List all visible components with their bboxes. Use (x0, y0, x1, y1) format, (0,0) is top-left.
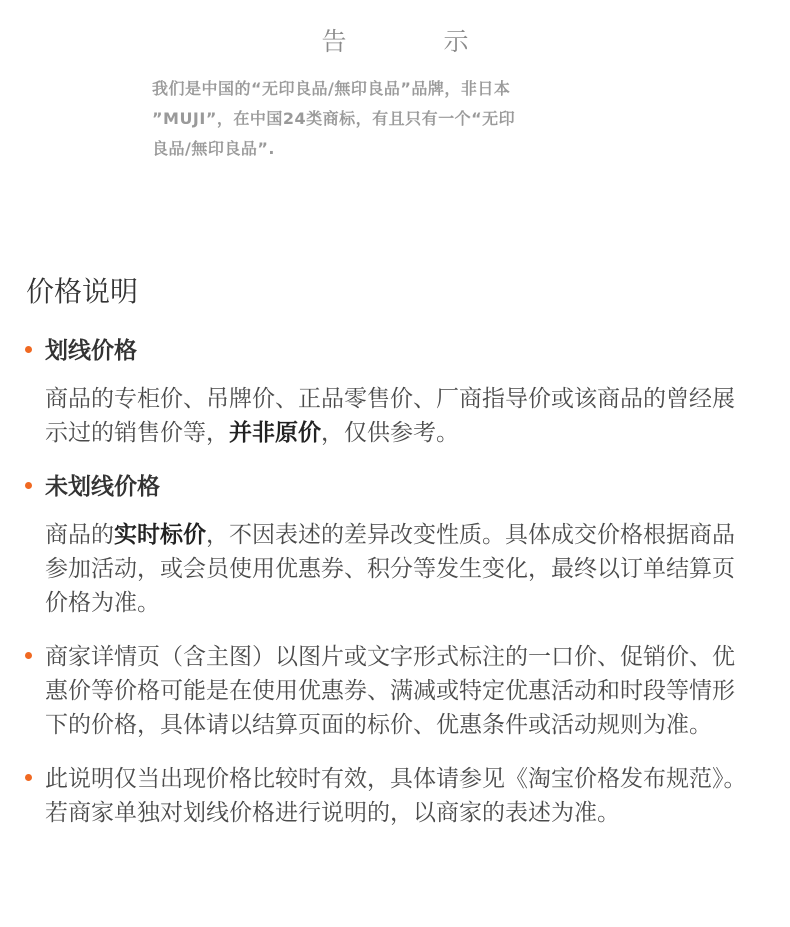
bullet-dot-icon (25, 346, 32, 353)
emphasis-text: 实时标价 (114, 522, 206, 548)
item-text: 此说明仅当出现价格比较时有效，具体请参见《淘宝价格发布规范》。若商家单独对划线价格进行说明的，以商家的表述为准。 (45, 766, 747, 826)
emphasis-text: 并非原价 (229, 420, 321, 446)
notice-line: ”MUJI”，在中国24类商标，有且只有一个“无印 (152, 109, 516, 128)
list-item (0, 640, 790, 742)
notice-body (152, 74, 622, 164)
price-explanation-list (0, 334, 790, 830)
item-title: 划线价格 (45, 338, 137, 364)
list-item (0, 470, 790, 620)
bullet-dot-icon (25, 482, 32, 489)
notice-line: 良品/無印良品”. (152, 139, 275, 158)
list-item (0, 762, 790, 830)
bullet-dot-icon (25, 652, 32, 659)
notice-block (0, 0, 790, 200)
item-text: 商品的专柜价、吊牌价、正品零售价、厂商指导价或该商品的曾经展示过的销售价等，并非原价，仅供参考。 (45, 386, 735, 446)
bullet-dot-icon (25, 774, 32, 781)
item-title: 未划线价格 (45, 474, 160, 500)
item-text: 商品的实时标价，不因表述的差异改变性质。具体成交价格根据商品参加活动，或会员使用优惠券、积分等发生变化，最终以订单结算页价格为准。 (45, 522, 735, 616)
notice-title: 告 示 (321, 27, 505, 56)
list-item (0, 334, 790, 450)
price-section-title: 价格说明 (26, 275, 139, 308)
notice-line: 我们是中国的“无印良品/無印良品”品牌，非日本 (152, 79, 511, 98)
item-text: 商家详情页（含主图）以图片或文字形式标注的一口价、促销价、优惠价等价格可能是在使用优惠券、满减或特定优惠活动和时段等情形下的价格，具体请以结算页面的标价、优惠条件或活动规则为准。 (45, 644, 735, 738)
